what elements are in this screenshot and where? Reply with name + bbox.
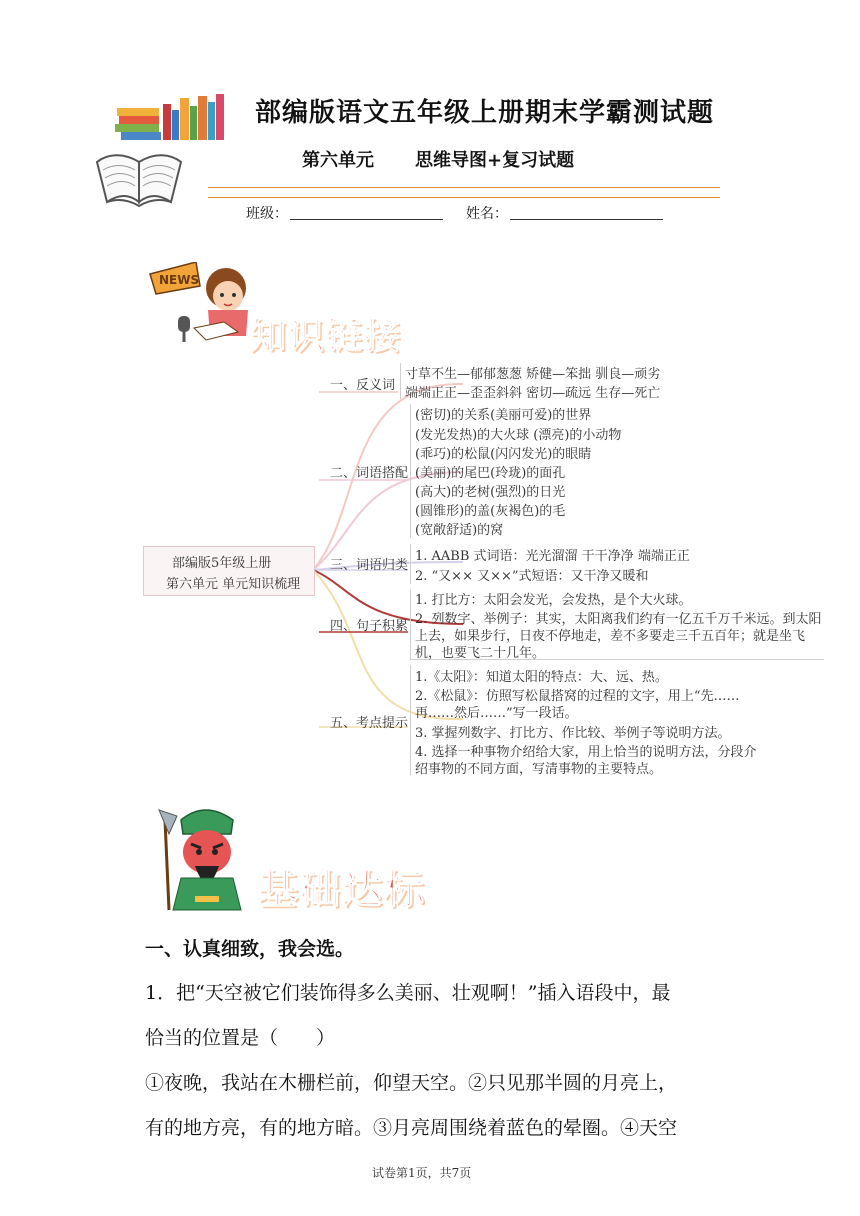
mind-map-item: 1.《太阳》：知道太阳的特点：大、远、热。 (415, 670, 668, 685)
mind-map-root-line2: 第六单元 单元知识梳理 (166, 577, 301, 592)
mind-map-item: 机，也要飞二十几年。 (415, 646, 546, 661)
mind-map-item: 3. 掌握列数字、打比方、作比较、举例子等说明方法。 (415, 726, 731, 741)
name-field[interactable] (510, 219, 663, 220)
open-book-icon (93, 140, 185, 220)
mind-map-item: (美丽)的尾巴(玲珑)的面孔 (415, 466, 566, 481)
divider-line (208, 197, 720, 198)
mind-map-bracket (410, 544, 411, 584)
mind-map-item: (发光发热)的大火球 (漂亮)的小动物 (415, 428, 622, 443)
page-title: 部编版语文五年级上册期末学霸测试题 (255, 98, 715, 128)
question-text-line: 有的地方亮，有的地方暗。③月亮周围绕着蓝色的晕圈。④天空 (145, 1117, 678, 1139)
mind-map-branch-label: 五、考点提示 (330, 716, 409, 731)
class-label: 班级： (246, 206, 288, 222)
knowledge-link-banner: 知识链接 (250, 316, 403, 357)
question-text-line: ①夜晚，我站在木栅栏前，仰望天空。②只见那半圆的月亮上， (145, 1072, 678, 1094)
mind-map-item: 寸草不生—郁郁葱葱 矫健—笨拙 驯良—顽劣 (405, 367, 661, 382)
mind-map-item: 端端正正—歪歪斜斜 密切—疏远 生存—死亡 (405, 386, 661, 401)
mind-map-root-line1: 部编版5年级上册 (172, 556, 272, 571)
mind-map-branch-label: 三、词语归类 (330, 558, 409, 573)
class-field[interactable] (290, 219, 443, 220)
question-section-heading: 一、认真细致，我会选。 (145, 938, 355, 960)
mind-map-item: 上去，如果步行，日夜不停地走，差不多要走三千五百年；就是坐飞 (415, 629, 806, 644)
mind-map-item: (密切)的关系(美丽可爱)的世界 (415, 408, 592, 423)
mind-map-bracket (400, 363, 401, 399)
basics-banner: 基础达标 (258, 867, 426, 913)
news-sign-text: NEWS (159, 273, 200, 287)
mind-map-item: 1. AABB 式词语：光光溜溜 干干净净 端端正正 (415, 549, 690, 564)
unit-label: 第六单元 (302, 150, 374, 171)
mind-map-item: 2. “又×× 又××”式短语：又干净又暖和 (415, 569, 649, 584)
mind-map-item: 2.《松鼠》：仿照写松鼠搭窝的过程的文字，用上“先…… (415, 689, 740, 704)
books-illustration (113, 90, 225, 142)
mind-map-branch-label: 二、词语搭配 (330, 466, 409, 481)
mind-map-root (143, 546, 315, 596)
mind-map-bracket (410, 404, 411, 538)
mind-map-item: 绍事物的不同方面，写清事物的主要特点。 (415, 762, 663, 777)
question-text-line: 1．把“天空被它们装饰得多么美丽、壮观啊！”插入语段中，最 (145, 982, 671, 1004)
mind-map-branch-label: 四、句子积累 (330, 619, 409, 634)
question-text-line: 恰当的位置是（ ） (145, 1027, 336, 1049)
mind-map-item: (宽敞舒适)的窝 (415, 523, 504, 538)
mind-map-item: (乖巧)的松鼠(闪闪发光)的眼睛 (415, 447, 592, 462)
mind-map-bracket (410, 665, 411, 775)
mind-map-item: (高大)的老树(强烈)的日光 (415, 485, 566, 500)
mind-map (143, 362, 843, 780)
page-number: 试卷第1页，共7页 (372, 1166, 472, 1180)
page-subtitle: 思维导图+复习试题 (415, 150, 575, 171)
mind-map-item: 4. 选择一种事物介绍给大家，用上恰当的说明方法，分段介 (415, 745, 757, 760)
mind-map-branch-label: 一、反义词 (330, 378, 396, 393)
name-label: 姓名： (466, 206, 508, 222)
warrior-illustration (155, 800, 255, 912)
mind-map-item: 1. 打比方：太阳会发光，会发热，是个大火球。 (415, 593, 692, 608)
mind-map-item: (圆锥形)的盖(灰褐色)的毛 (415, 504, 566, 519)
news-girl-illustration (148, 262, 253, 344)
mind-map-item: 2. 列数字、举例子：其实，太阳离我们约有一亿五千万千米远。到太阳 (415, 612, 822, 627)
mind-map-item: 再……然后……”写一段话。 (415, 706, 578, 721)
divider-line (208, 187, 720, 188)
